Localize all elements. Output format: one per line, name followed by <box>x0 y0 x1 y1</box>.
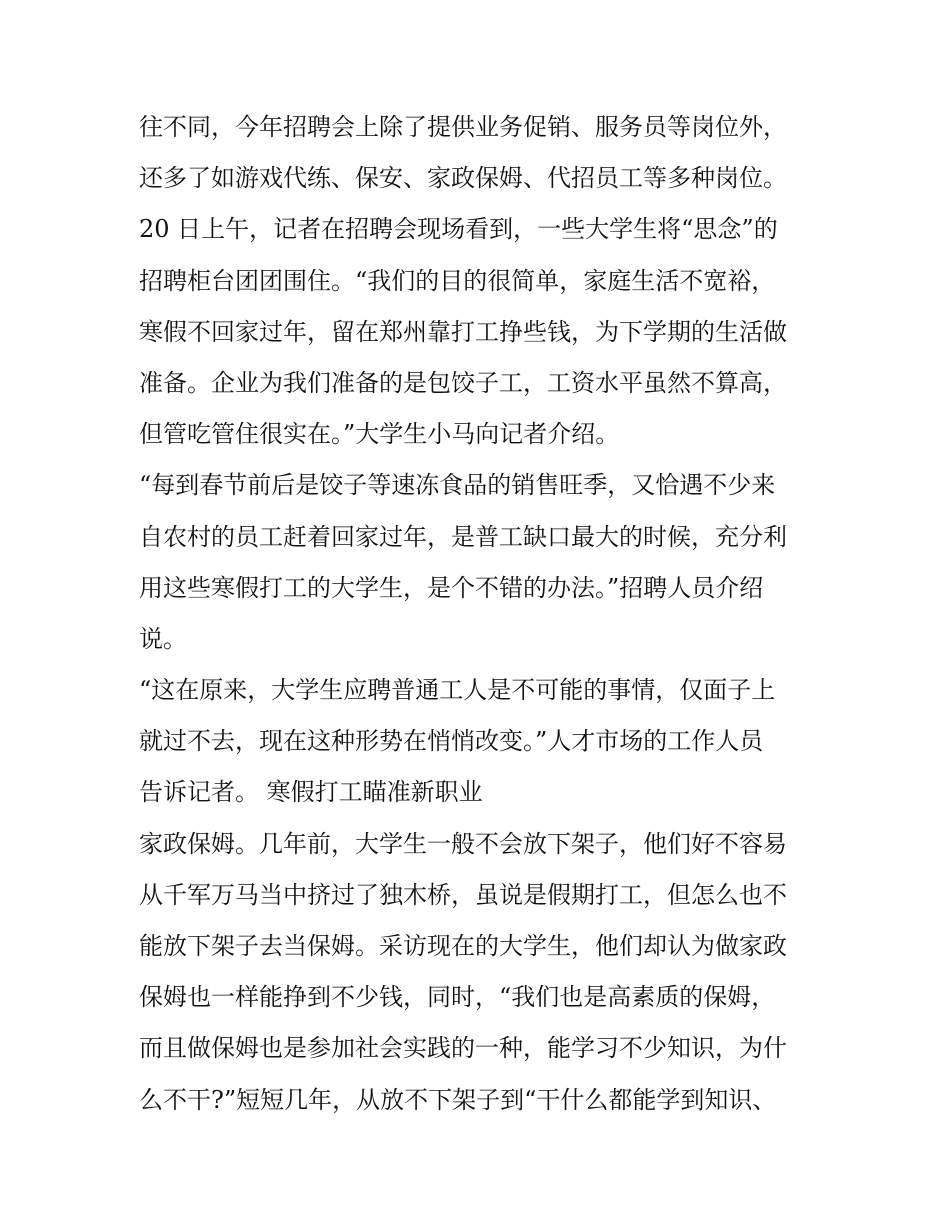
text-line: “这在原来，大学生应聘普通工人是不可能的事情，仅面子上 <box>139 676 776 705</box>
text-line: 准备。企业为我们准备的是包饺子工，工资水平虽然不算高， <box>139 368 787 397</box>
text-line: 从千军万马当中挤过了独木桥，虽说是假期打工，但怎么也不 <box>139 880 787 909</box>
text-line: 寒假不回家过年，留在郑州靠打工挣些钱，为下学期的生活做 <box>139 317 787 346</box>
text-line: “每到春节前后是饺子等速冻食品的销售旺季，又恰遇不少来 <box>139 471 776 500</box>
text-line: 招聘柜台团团围住。“我们的目的很简单，家庭生活不宽裕， <box>139 266 776 295</box>
body-text <box>139 102 829 1126</box>
text-line: 家政保姆。几年前，大学生一般不会放下架子，他们好不容易 <box>139 829 787 858</box>
text-line: 20 日上午，记者在招聘会现场看到，一些大学生将“思念”的 <box>139 215 778 244</box>
text-line: 还多了如游戏代练、保安、家政保姆、代招员工等多种岗位。 <box>139 164 787 193</box>
text-line: 而且做保姆也是参加社会实践的一种，能学习不少知识，为什 <box>139 1034 787 1063</box>
text-line: 能放下架子去当保姆。采访现在的大学生，他们却认为做家政 <box>139 932 787 960</box>
text-line: 往不同，今年招聘会上除了提供业务促销、服务员等岗位外， <box>139 113 787 141</box>
text-line: 保姆也一样能挣到不少钱，同时，“我们也是高素质的保姆， <box>139 983 776 1012</box>
text-line: 用这些寒假打工的大学生，是个不错的办法。”招聘人员介绍 <box>139 573 764 602</box>
text-line: 告诉记者。 寒假打工瞄准新职业 <box>139 778 483 807</box>
text-line: 但管吃管住很实在。”大学生小马向记者介绍。 <box>139 420 620 449</box>
text-line: 说。 <box>139 624 187 653</box>
text-line: 自农村的员工赶着回家过年，是普工缺口最大的时候，充分利 <box>139 522 787 551</box>
text-line: 么不干?”短短几年，从放不下架子到“干什么都能学到知识、 <box>139 1085 777 1114</box>
text-line: 就过不去，现在这种形势在悄悄改变。”人才市场的工作人员 <box>139 727 764 756</box>
